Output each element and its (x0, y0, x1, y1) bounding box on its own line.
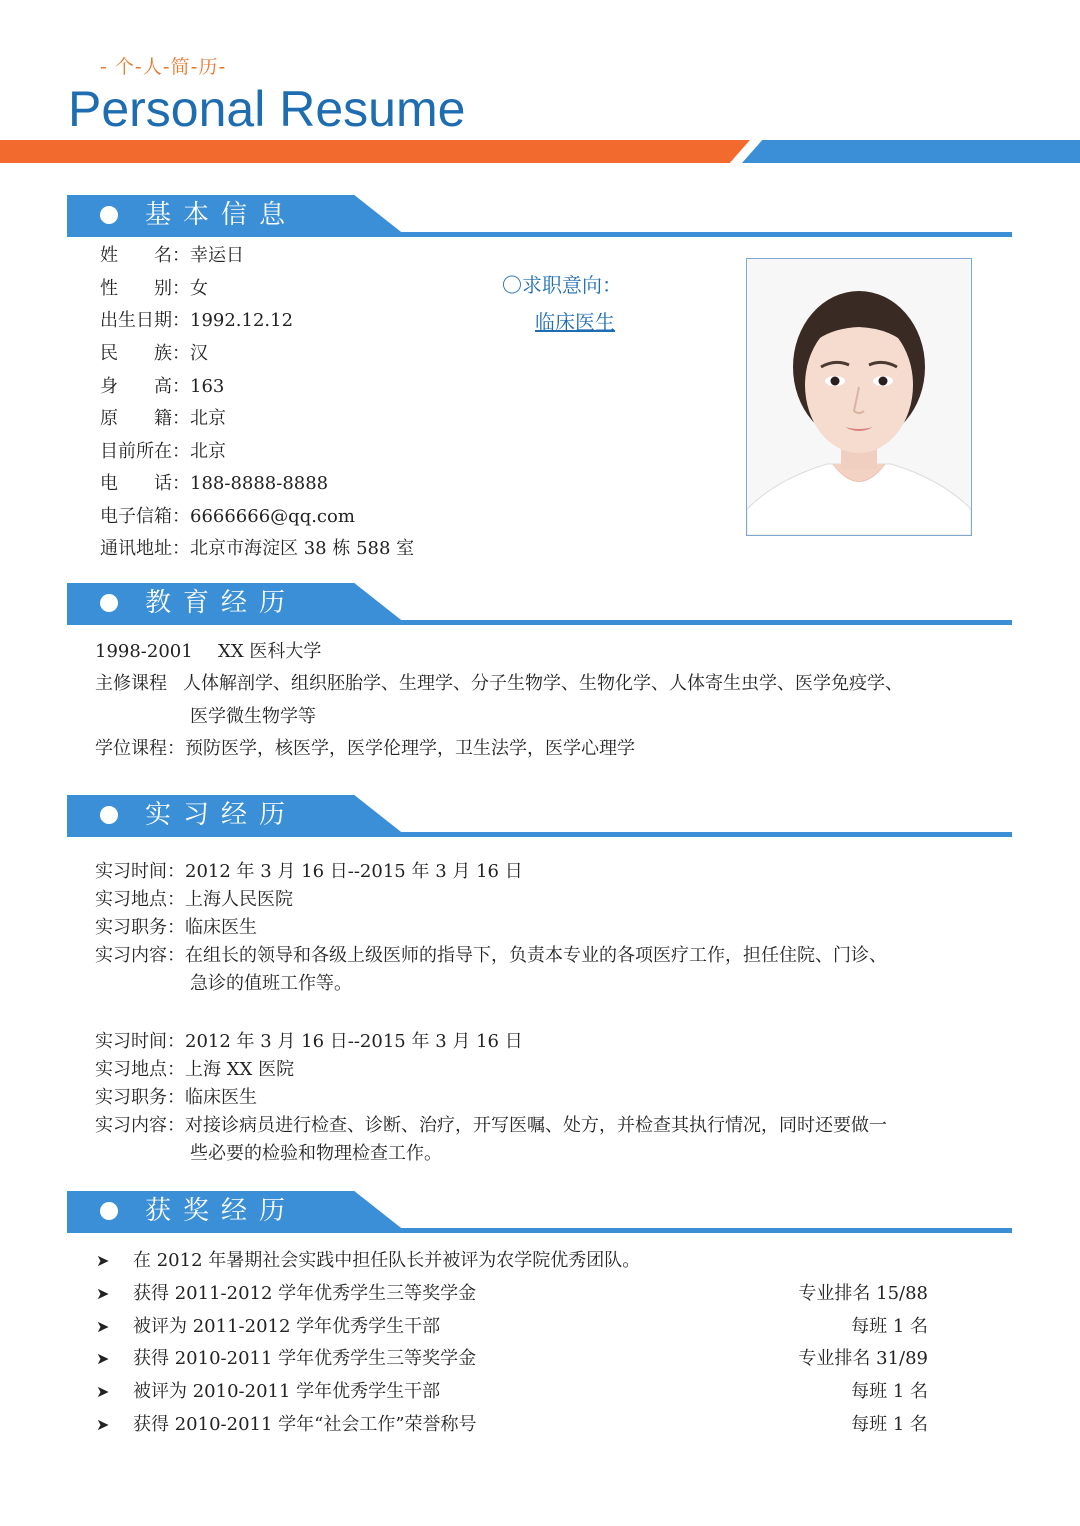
header-orange-bar (0, 140, 750, 163)
award-text: 被评为 2010-2011 学年优秀学生干部 (133, 1381, 441, 1402)
internship-2-content: 实习内容：对接诊病员进行检查、诊断、治疗，开写医嘱、处方，并检查其执行情况，同时还要做一 (95, 1115, 887, 1136)
section-rule (67, 232, 1012, 237)
section-title: 获奖经历 (145, 1196, 298, 1226)
award-text: 获得 2011-2012 学年优秀学生三等奖学金 (133, 1283, 477, 1304)
internship-1-content: 实习内容：在组长的领导和各级上级医师的指导下，负责本专业的各项医疗工作，担任住院、门诊、 (95, 945, 887, 966)
bullet-dot-icon (100, 806, 118, 824)
info-email: 电子信箱：6666666@qq.com (100, 506, 355, 527)
award-rank: 每班 1 名 (851, 1414, 928, 1435)
portrait-illustration (747, 259, 971, 535)
major-courses-line2: 医学微生物学等 (190, 706, 316, 727)
info-ethnicity: 民 族：汉 (100, 343, 208, 364)
bullet-dot-icon (100, 1202, 118, 1220)
award-text: 被评为 2011-2012 学年优秀学生干部 (133, 1316, 441, 1337)
internship-2-content-line2: 些必要的检验和物理检查工作。 (190, 1143, 442, 1164)
info-address: 通讯地址：北京市海淀区 38 栋 588 室 (100, 538, 415, 559)
info-origin: 原 籍：北京 (100, 408, 226, 429)
degree-courses: 学位课程：预防医学，核医学，医学伦理学，卫生法学，医学心理学 (95, 738, 635, 759)
resume-title: Personal Resume (68, 81, 466, 137)
section-rule (67, 832, 1012, 837)
section-header-internship (67, 795, 1012, 837)
job-intent-label: 〇求职意向： (502, 273, 622, 297)
info-name: 姓 名：幸运日 (100, 245, 244, 266)
section-title: 教育经历 (145, 588, 298, 618)
section-header-awards (67, 1191, 1012, 1233)
section-rule (67, 620, 1012, 625)
section-title: 实习经历 (145, 800, 298, 830)
internship-1-time: 实习时间：2012 年 3 月 16 日--2015 年 3 月 16 日 (95, 861, 523, 882)
internship-2-place: 实习地点：上海 XX 医院 (95, 1059, 295, 1080)
award-rank: 每班 1 名 (851, 1381, 928, 1402)
award-rank: 专业排名 31/89 (798, 1348, 928, 1369)
major-courses-line1: 人体解剖学、组织胚胎学、生理学、分子生物学、生物化学、人体寄生虫学、医学免疫学、 (183, 673, 903, 694)
arrow-bullet-icon: ➤ (96, 1317, 110, 1336)
bullet-dot-icon (100, 594, 118, 612)
award-text: 获得 2010-2011 学年优秀学生三等奖学金 (133, 1348, 477, 1369)
arrow-bullet-icon: ➤ (96, 1349, 110, 1368)
section-rule (67, 1228, 1012, 1233)
internship-1-content-line2: 急诊的值班工作等。 (190, 973, 352, 994)
info-gender: 性 别：女 (100, 278, 208, 299)
major-courses-label: 主修课程 (95, 673, 167, 694)
profile-photo (746, 258, 972, 536)
internship-2-role: 实习职务：临床医生 (95, 1087, 257, 1108)
info-current-location: 目前所在：北京 (100, 441, 226, 462)
internship-1-role: 实习职务：临床医生 (95, 917, 257, 938)
resume-subtitle: - 个-人-简-历- (100, 56, 227, 78)
arrow-bullet-icon: ➤ (96, 1382, 110, 1401)
bullet-dot-icon (100, 206, 118, 224)
internship-2-time: 实习时间：2012 年 3 月 16 日--2015 年 3 月 16 日 (95, 1031, 523, 1052)
award-text: 获得 2010-2011 学年“社会工作”荣誉称号 (133, 1414, 477, 1435)
info-phone: 电 话：188-8888-8888 (100, 473, 329, 494)
arrow-bullet-icon: ➤ (96, 1415, 110, 1434)
job-intent-link[interactable]: 临床医生 (535, 310, 615, 334)
info-height: 身 高：163 (100, 376, 225, 397)
section-header-basic-info (67, 195, 1012, 237)
award-rank: 每班 1 名 (851, 1316, 928, 1337)
info-birth-date: 出生日期：1992.12.12 (100, 310, 294, 331)
arrow-bullet-icon: ➤ (96, 1251, 110, 1270)
education-school: XX 医科大学 (218, 641, 322, 662)
education-period: 1998-2001 (95, 641, 193, 662)
award-text: 在 2012 年暑期社会实践中担任队长并被评为农学院优秀团队。 (133, 1250, 641, 1271)
section-header-education (67, 583, 1012, 625)
header-blue-bar (742, 140, 1080, 163)
section-title: 基本信息 (145, 200, 298, 230)
internship-1-place: 实习地点：上海人民医院 (95, 889, 293, 910)
award-rank: 专业排名 15/88 (798, 1283, 928, 1304)
arrow-bullet-icon: ➤ (96, 1284, 110, 1303)
